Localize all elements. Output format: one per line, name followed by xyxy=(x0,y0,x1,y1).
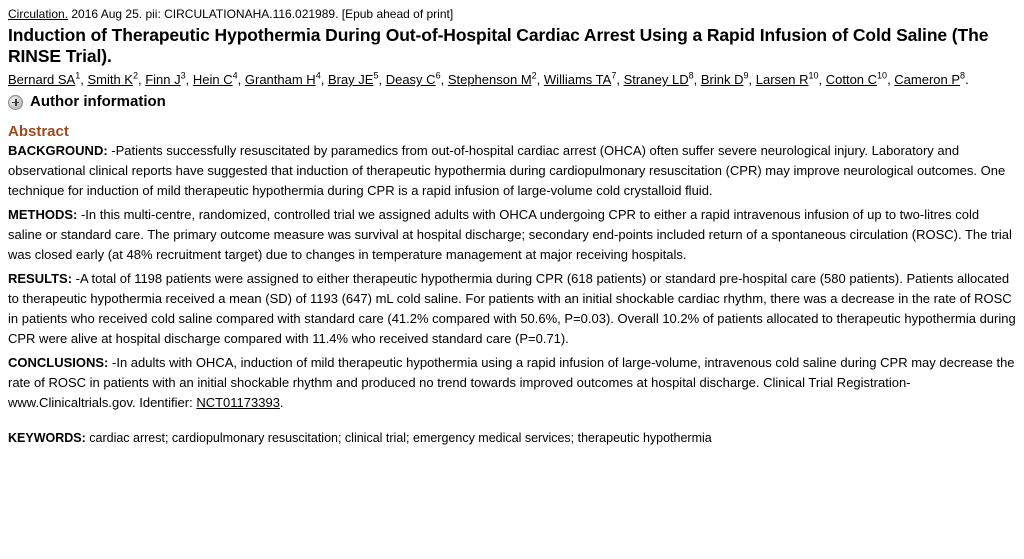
methods-text: -In this multi-centre, randomized, controlled trial we assigned adults with OHCA undergoing CPR to either a rapid intravenous infusion of up to two-litres cold saline or standard care. The primary outcome measure was survival at hospital discharge; secondary end-points included return of a spontaneous circulation (ROSC). The trial was closed early (at 48% recruitment target) due to changes in temperature management at major receiving hospitals. xyxy=(8,207,1012,262)
author-information-label: Author information xyxy=(30,93,166,110)
citation-line xyxy=(8,6,1016,22)
author-affiliation-number: 10 xyxy=(877,70,888,81)
author-affiliation-number: 8 xyxy=(960,70,966,81)
author-separator: , xyxy=(693,72,701,87)
author-affiliation-number: 10 xyxy=(808,70,819,81)
article-title: Induction of Therapeutic Hypothermia During Out-of-Hospital Cardiac Arrest Using a Rapid Infusion of Cold Saline (The RINSE Trial). xyxy=(8,25,989,66)
keywords-line xyxy=(8,429,1016,447)
author-link[interactable]: Straney LD xyxy=(623,72,689,87)
author-separator: , xyxy=(237,72,245,87)
conclusions-tail: . xyxy=(279,395,284,410)
abstract-results xyxy=(8,269,1016,349)
author-link[interactable]: Hein C xyxy=(192,72,233,87)
author-affiliation-number: 4 xyxy=(232,70,238,81)
keywords-label: KEYWORDS: xyxy=(8,431,86,445)
author-separator: , xyxy=(378,72,386,87)
author-link[interactable]: Cotton C xyxy=(825,72,878,87)
author-affiliation-number: 4 xyxy=(315,70,321,81)
author-affiliation-number: 2 xyxy=(132,70,138,81)
author-link[interactable]: Bray JE xyxy=(327,72,374,87)
citation-info: 2016 Aug 25. pii: CIRCULATIONAHA.116.021989. [Epub ahead of print] xyxy=(71,7,454,21)
methods-label: METHODS: xyxy=(8,207,78,222)
author-list xyxy=(8,71,1016,89)
expand-plus-icon[interactable] xyxy=(8,95,23,110)
keywords-text: cardiac arrest; cardiopulmonary resuscitation; clinical trial; emergency medical services; therapeutic hypothermia xyxy=(85,431,712,445)
author-separator: , xyxy=(440,72,448,87)
author-affiliation-number: 3 xyxy=(180,70,186,81)
author-affiliation-number: 6 xyxy=(435,70,441,81)
author-separator: , xyxy=(320,72,328,87)
author-separator: , xyxy=(185,72,193,87)
trial-identifier-link[interactable]: NCT01173393 xyxy=(196,395,280,410)
author-separator: , xyxy=(536,72,544,87)
author-link[interactable]: Deasy C xyxy=(385,72,436,87)
author-information-toggle[interactable] xyxy=(8,92,1016,112)
background-text: -Patients successfully resuscitated by paramedics from out-of-hospital cardiac arrest (OHCA) often suffer severe neurological injury. Laboratory and observational clinical reports have suggested that induction of therapeutic hypothermia during cardiopulmonary resuscitation (CPR) may improve neurological outcomes. One technique for induction of mild therapeutic hypothermia during CPR is a rapid infusion of large-volume cold crystalloid fluid. xyxy=(8,143,1006,198)
author-link[interactable]: Cameron P xyxy=(894,72,961,87)
author-link[interactable]: Finn J xyxy=(145,72,181,87)
abstract-methods xyxy=(8,205,1016,265)
author-affiliation-number: 1 xyxy=(75,70,81,81)
background-label: BACKGROUND: xyxy=(8,143,108,158)
author-link[interactable]: Brink D xyxy=(700,72,744,87)
abstract-heading: Abstract xyxy=(8,123,69,140)
author-link[interactable]: Larsen R xyxy=(755,72,809,87)
author-separator: , xyxy=(616,72,624,87)
author-link[interactable]: Williams TA xyxy=(543,72,612,87)
results-label: RESULTS: xyxy=(8,271,73,286)
author-link[interactable]: Bernard SA xyxy=(8,72,76,87)
author-link[interactable]: Smith K xyxy=(87,72,133,87)
author-separator: , xyxy=(748,72,756,87)
results-text: -A total of 1198 patients were assigned to either therapeutic hypothermia during CPR (618 patients) or standard pre-hospital care (580 patients). Patients allocated to therapeutic hypothermia received a mean (SD) of 1193 (647) mL cold saline. For patients with an initial shockable cardiac rhythm, there was a decrease in the rate of ROSC in patients who received cold saline compared with standard care (41.2% compared with 50.6%, P=0.03). Overall 10.2% of patients allocated to therapeutic hypothermia during CPR were alive at hospital discharge compared with 11.4% who received standard care (P=0.71). xyxy=(8,271,1016,346)
author-affiliation-number: 5 xyxy=(373,70,379,81)
author-separator: , xyxy=(80,72,88,87)
author-separator: , xyxy=(818,72,826,87)
author-affiliation-number: 8 xyxy=(688,70,694,81)
author-separator: . xyxy=(965,72,969,87)
conclusions-label: CONCLUSIONS: xyxy=(8,355,109,370)
author-affiliation-number: 9 xyxy=(743,70,749,81)
abstract-background xyxy=(8,141,1016,201)
author-link[interactable]: Stephenson M xyxy=(447,72,532,87)
author-link[interactable]: Grantham H xyxy=(244,72,316,87)
abstract-conclusions xyxy=(8,353,1016,413)
author-affiliation-number: 7 xyxy=(611,70,617,81)
journal-link[interactable]: Circulation. xyxy=(8,7,69,21)
author-separator: , xyxy=(137,72,146,87)
author-separator: , xyxy=(887,72,895,87)
conclusions-text: -In adults with OHCA, induction of mild therapeutic hypothermia using a rapid infusion of large-volume, intravenous cold saline during CPR may decrease the rate of ROSC in patients with an initial shockable rhythm and produced no trend towards improved outcomes at hospital discharge. Clinical Trial Registration-www.Clinicaltrials.gov. Identifier: xyxy=(8,355,1015,410)
author-affiliation-number: 2 xyxy=(531,70,537,81)
